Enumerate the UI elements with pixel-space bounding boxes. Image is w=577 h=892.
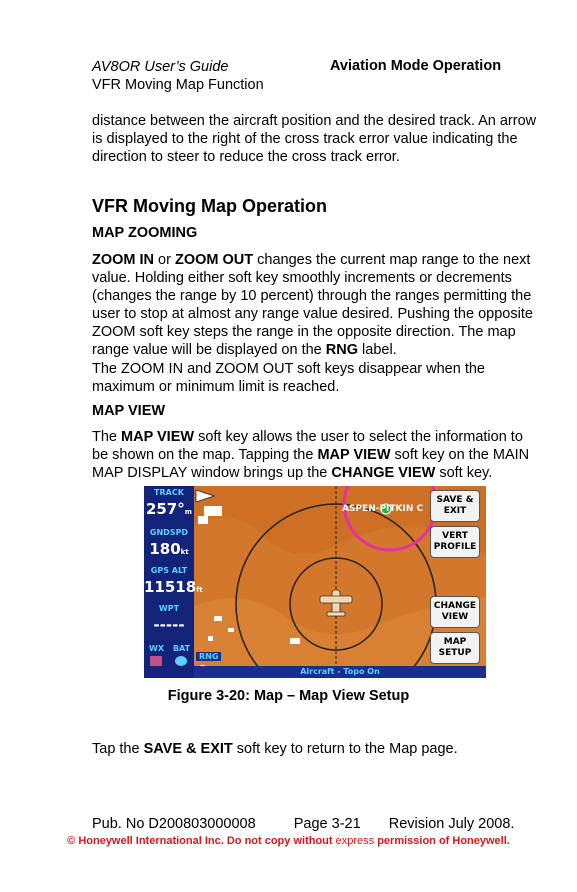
text-run: label. xyxy=(358,342,397,358)
copyright-notice xyxy=(0,834,577,848)
map-view-term: MAP VIEW xyxy=(317,447,391,463)
gps-alt-label: GPS ALT xyxy=(150,566,188,575)
map-zooming-paragraph xyxy=(92,251,542,359)
section-title: VFR Moving Map Function xyxy=(92,77,264,93)
wx-label: WX xyxy=(149,644,164,653)
copyright-text: © Honeywell International Inc. Do not copy without xyxy=(67,835,336,847)
status-bar: Aircraft - Topo On xyxy=(194,666,486,678)
wpt-value: ----- xyxy=(153,616,185,634)
track-number: 257° xyxy=(145,500,185,518)
text-run: or xyxy=(154,252,175,268)
track-label: TRACK xyxy=(154,488,184,497)
weather-icon xyxy=(150,656,162,666)
text-run: The xyxy=(92,429,122,445)
map-zooming-heading: MAP ZOOMING xyxy=(92,225,198,241)
gndspd-label: GNDSPD xyxy=(149,528,189,537)
save-exit-term: SAVE & EXIT xyxy=(143,741,233,757)
section-heading: VFR Moving Map Operation xyxy=(92,196,328,216)
softkey-label: SAVE & EXIT xyxy=(436,495,474,516)
intro-paragraph: distance between the aircraft position and the desired track. An arrow is displayed to the right of the cross track error value indicating the direction to steer to reduce the cross track error. xyxy=(92,113,537,165)
text-run: soft key to return to the Map page. xyxy=(232,741,458,757)
text-run: changes the current map range to the next value. Holding either soft key smoothly increments or decrements (changes the range by 10 percent) through the ranges permitting the user to stop at almost any range value desired. Pushing the opposite ZOOM soft key steps the range in the opposite direction. The map range value will be displayed on the xyxy=(92,252,533,358)
data-sidebar xyxy=(144,486,203,678)
track-unit: m xyxy=(184,508,193,516)
softkey-label: CHANGE VIEW xyxy=(433,601,477,622)
map-view-screenshot xyxy=(144,486,486,678)
text-run: soft key allows the user to select the information to be shown on the map. Tapping the xyxy=(92,429,523,463)
map-view-paragraph xyxy=(92,428,542,482)
rng-term: RNG xyxy=(325,342,358,358)
change-view-term: CHANGE VIEW xyxy=(331,465,436,481)
change-view-softkey[interactable] xyxy=(430,596,480,628)
save-exit-softkey[interactable] xyxy=(430,490,480,522)
softkey-label: VERT PROFILE xyxy=(433,531,477,552)
gps-alt-unit: ft xyxy=(196,586,203,594)
page-header xyxy=(92,58,264,94)
zoom-out-term: ZOOM OUT xyxy=(174,252,254,268)
chapter-title: Aviation Mode Operation xyxy=(330,58,502,74)
map-view-term: MAP VIEW xyxy=(121,429,195,445)
text-run: soft key on the MAIN MAP DISPLAY window brings up the xyxy=(92,447,530,481)
bat-label: BAT xyxy=(172,644,191,653)
text-run: soft key. xyxy=(435,465,493,481)
range-label: RNG xyxy=(196,652,221,661)
copyright-text: permission of Honeywell. xyxy=(374,835,510,847)
wpt-label: WPT xyxy=(158,604,180,613)
track-value xyxy=(144,500,194,518)
figure-caption: Figure 3-20: Map – Map View Setup xyxy=(167,688,410,704)
gps-alt-number: 11518 xyxy=(144,578,197,596)
revision-date: Revision July 2008. xyxy=(388,816,515,832)
page-number: Page 3-21 xyxy=(293,816,361,832)
save-exit-paragraph xyxy=(92,740,542,758)
guide-title: AV8OR User’s Guide xyxy=(92,59,229,75)
text-run: Tap the xyxy=(92,741,144,757)
map-view-heading: MAP VIEW xyxy=(92,403,166,419)
page-footer xyxy=(92,816,514,832)
publication-number: Pub. No D200803000008 xyxy=(92,816,256,832)
vert-profile-softkey[interactable] xyxy=(430,526,480,558)
map-setup-softkey[interactable] xyxy=(430,632,480,664)
gndspd-number: 180 xyxy=(149,540,181,558)
gps-alt-value xyxy=(144,578,203,596)
waypoint-label: ASPEN-PITKIN C xyxy=(342,504,424,514)
zoom-limit-paragraph: The ZOOM IN and ZOOM OUT soft keys disappear when the maximum or minimum limit is reached. xyxy=(92,361,485,395)
softkey-label: MAP SETUP xyxy=(438,637,472,658)
copyright-text: express xyxy=(335,835,375,847)
battery-icon xyxy=(175,656,187,666)
zoom-in-term: ZOOM IN xyxy=(92,252,155,268)
gndspd-unit: kt xyxy=(180,548,189,556)
gndspd-value xyxy=(144,540,194,558)
